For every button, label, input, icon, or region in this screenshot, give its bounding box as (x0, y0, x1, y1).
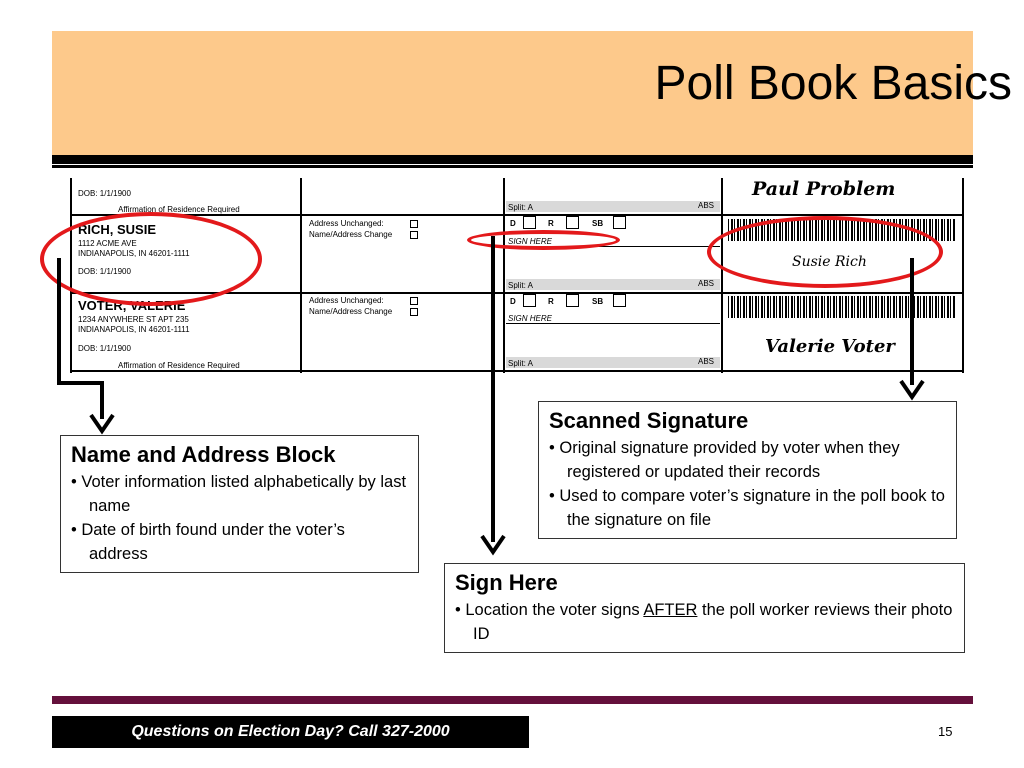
party-d-label: D (510, 219, 516, 228)
pb-row-rule-3 (70, 370, 964, 372)
arrow-sign-here-vertical (491, 236, 495, 542)
scanned-signature-callout (538, 401, 957, 539)
voter-address-line2: INDIANAPOLIS, IN 46201-1111 (78, 249, 190, 258)
party-d-box (523, 216, 536, 229)
pb-dob: DOB: 1/1/1900 (78, 189, 131, 198)
callout-bullets (71, 470, 408, 566)
voter-address-line2: INDIANAPOLIS, IN 46201-1111 (78, 325, 190, 334)
callout-title: Scanned Signature (549, 408, 749, 433)
sign-here-highlight (467, 230, 620, 250)
pb-divider-2 (503, 178, 505, 373)
party-sb-label: SB (592, 297, 604, 306)
title-rule (52, 155, 973, 164)
party-r-label: R (548, 297, 554, 306)
pb-abs: ABS (698, 279, 715, 288)
callout-bullet: • Used to compare voter’s signature in the poll book to the signature on file (549, 484, 946, 532)
voter-name: VOTER, VALERIE (78, 298, 186, 313)
party-sb-box (613, 216, 626, 229)
barcode (728, 296, 956, 318)
pb-affirmation: Affirmation of Residence Required (118, 361, 240, 370)
callout-bullet: • Date of birth found under the voter’s address (71, 518, 408, 566)
scanned-signature: Valerie Voter (765, 336, 895, 357)
callout-emphasis: AFTER (643, 601, 698, 619)
voter-address-line1: 1112 ACME AVE (78, 239, 137, 248)
voter-address-line1: 1234 ANYWHERE ST APT 235 (78, 315, 189, 324)
name-address-change-checkbox (410, 231, 418, 239)
pb-split-shade (506, 357, 720, 368)
scanned-signature: Paul Problem (752, 178, 896, 200)
callout-bullet: • Voter information listed alphabetically by last name (71, 470, 408, 518)
pb-split-shade (506, 201, 720, 212)
party-sb-label: SB (592, 219, 604, 228)
name-address-change-label: Name/Address Change (309, 307, 393, 316)
party-r-label: R (548, 219, 554, 228)
pb-split: Split: A (508, 281, 533, 290)
slide-title: Poll Book Basics (654, 57, 1012, 110)
arrow-name-vertical (57, 258, 61, 385)
address-unchanged-checkbox (410, 297, 418, 305)
signature-highlight (707, 216, 943, 288)
sign-here-callout (444, 563, 965, 653)
name-address-change-label: Name/Address Change (309, 230, 393, 239)
name-address-callout (60, 435, 419, 573)
arrow-sign-here-head (479, 533, 507, 557)
arrow-name-head (88, 412, 116, 436)
footer-text: Questions on Election Day? Call 327-2000 (131, 723, 450, 740)
sign-here-label: SIGN HERE (508, 237, 553, 246)
name-address-change-checkbox (410, 308, 418, 316)
arrow-signature-head (898, 378, 926, 402)
scanned-signature: Susie Rich (792, 254, 867, 270)
pb-divider-1 (300, 178, 302, 373)
pb-divider-3 (721, 178, 723, 373)
pb-border-right (962, 178, 964, 373)
party-d-label: D (510, 297, 516, 306)
party-sb-box (613, 294, 626, 307)
voter-dob: DOB: 1/1/1900 (78, 267, 131, 276)
callout-bullet: • Original signature provided by voter when they registered or updated their records (549, 436, 946, 484)
address-unchanged-label: Address Unchanged: (309, 219, 384, 228)
callout-bullet-text: Location the voter signs (465, 601, 644, 619)
callout-bullets (455, 598, 954, 646)
voter-dob: DOB: 1/1/1900 (78, 344, 131, 353)
address-unchanged-label: Address Unchanged: (309, 296, 384, 305)
voter-name: RICH, SUSIE (78, 222, 157, 237)
callout-title: Sign Here (455, 570, 558, 595)
pb-abs: ABS (698, 357, 715, 366)
sign-here-line (506, 323, 720, 324)
callout-bullets (549, 436, 946, 532)
pb-split: Split: A (508, 359, 533, 368)
party-r-box (566, 294, 579, 307)
callout-bullet (455, 598, 954, 646)
party-d-box (523, 294, 536, 307)
arrow-signature-vertical (910, 258, 914, 385)
address-unchanged-checkbox (410, 220, 418, 228)
pb-split-shade (506, 279, 720, 290)
pb-abs: ABS (698, 201, 715, 210)
sign-here-label: SIGN HERE (508, 314, 553, 323)
name-block-highlight (40, 212, 262, 306)
party-r-box (566, 216, 579, 229)
page-number: 15 (938, 724, 953, 739)
arrow-name-horizontal (57, 381, 104, 385)
pb-affirmation: Affirmation of Residence Required (118, 205, 240, 214)
callout-bullet-text: the poll worker reviews their photo ID (473, 601, 953, 643)
title-rule-thin (52, 165, 973, 168)
callout-title: Name and Address Block (71, 442, 336, 467)
footer-rule (52, 696, 973, 704)
pb-split: Split: A (508, 203, 533, 212)
